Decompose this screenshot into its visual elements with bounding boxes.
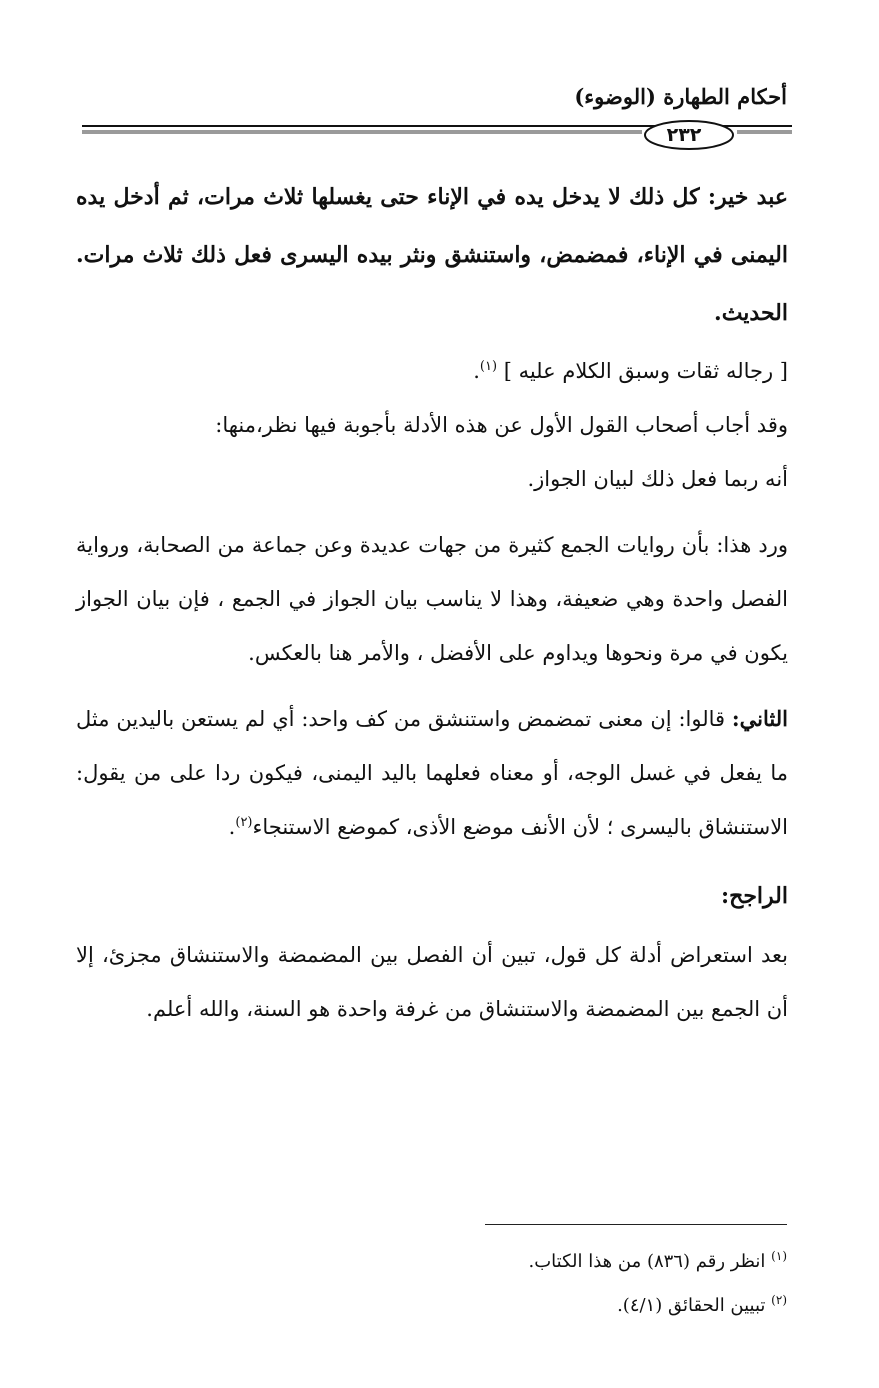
footnote	[92, 1240, 787, 1284]
footnotes	[92, 1240, 787, 1328]
footnote-text: تبيين الحقائق (٤/١).	[617, 1295, 766, 1316]
conclusion-paragraph: بعد استعراض أدلة كل قول، تبين أن الفصل بين المضمضة والاستنشاق مجزئ، إلا أن الجمع بين المضمضة والاستنشاق من غرفة واحدة هو السنة، والله أعلم.	[76, 943, 788, 1021]
footnote-text: انظر رقم (٨٣٦) من هذا الكتاب.	[528, 1251, 766, 1272]
response-intro: وقد أجاب أصحاب القول الأول عن هذه الأدلة بأجوبة فيها نظر،منها:	[215, 413, 788, 437]
footnote-marker: (٢)	[771, 1293, 787, 1307]
rebuttal-paragraph: ورد هذا: بأن روايات الجمع كثيرة من جهات عديدة وعن جماعة من الصحابة، ورواية الفصل واحدة وهي ضعيفة، وهذا لا يناسب بيان الجواز في الجمع ، فإن بيان الجواز يكون في مرة ونحوها ويداوم على الأفضل ، والأمر هنا بالعكس.	[76, 533, 788, 665]
body-text	[76, 168, 788, 1036]
second-text: قالوا: إن معنى تمضمض واستنشق من كف واحد: أي لم يستعن باليدين مثل ما يفعل في غسل الوجه، أو معناه فعلهما باليد اليمنى، فيكون ردا على من يقول: الاستنشاق باليسرى ؛ لأن الأنف موضع الأذى، كموضع الاستنجاء	[76, 707, 788, 839]
page-number: ٢٣٢	[666, 124, 702, 146]
footnote-marker: (١)	[771, 1249, 787, 1263]
footnote-ref: (٢)	[235, 815, 253, 830]
narrator-note-text: [ رجاله ثقات وسبق الكلام عليه ]	[503, 359, 788, 383]
narrator-note: [ رجاله ثقات وسبق الكلام عليه ] $^{(١)}$.	[473, 359, 788, 383]
running-title: أحكام الطهارة (الوضوء)	[574, 84, 787, 109]
response-first: أنه ربما فعل ذلك لبيان الجواز.	[527, 467, 788, 491]
footnote-divider	[485, 1224, 787, 1225]
second-response: الثاني: قالوا: إن معنى تمضمض واستنشق من كف واحد: أي لم يستعن باليدين مثل ما يفعل في غسل الوجه، أو معناه فعلهما باليد اليمنى، فيكون ردا على من يقول: الاستنشاق باليسرى ؛ لأن الأنف موضع الأذى، كموضع الاستنجاء$^{(٢)}$.	[76, 706, 788, 839]
footnote	[92, 1284, 787, 1328]
section-heading: الراجح:	[721, 883, 788, 909]
hadith-paragraph: عبد خير: كل ذلك لا يدخل يده في الإناء حتى يغسلها ثلاث مرات، ثم أدخل يده اليمنى في الإناء، فمضمض، واستنشق ونثر بيده اليسرى فعل ذلك ثلاث مرات. الحديث.	[76, 184, 788, 326]
second-label: الثاني:	[731, 706, 788, 731]
footnote-ref: (١)	[479, 359, 498, 374]
